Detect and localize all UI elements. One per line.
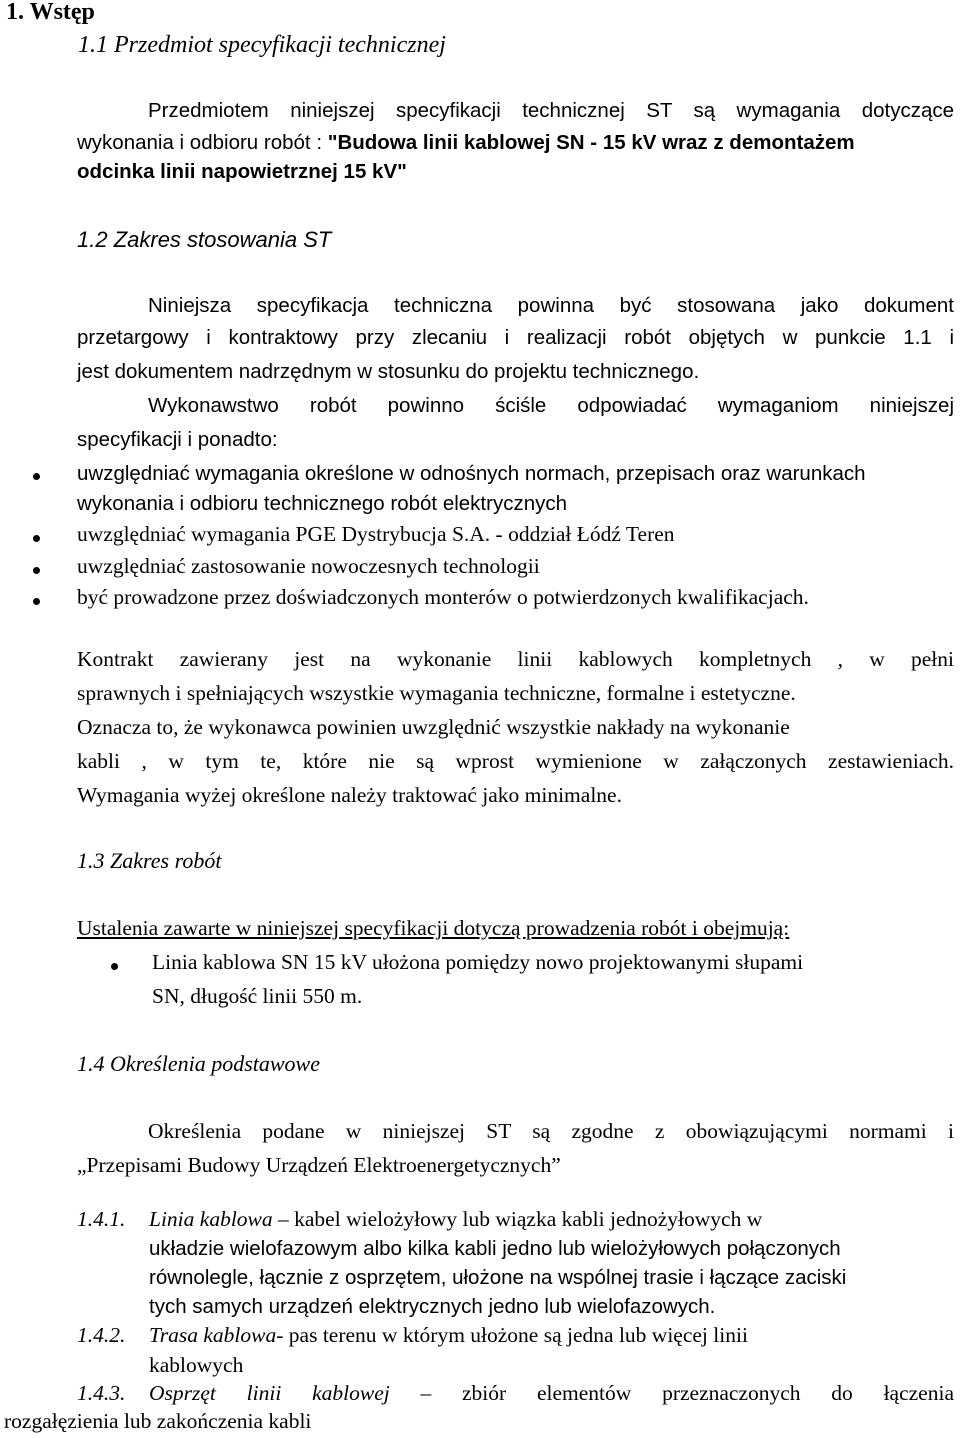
- definition-line: układzie wielofazowym albo kilka kabli jedno lub wielożyłowych połączonych: [149, 1237, 841, 1260]
- heading-1-4: 1.4 Określenia podstawowe: [77, 1051, 320, 1076]
- s2-contract-line: kabli , w tym te, które nie są wprost wymienione w załączonych zestawieniach.: [77, 749, 954, 773]
- definition-line: [149, 1325, 748, 1347]
- definition-line: kablowych: [149, 1353, 244, 1377]
- definition-line: tych samych urządzeń elektrycznych jedno lub wielofazowych.: [149, 1295, 716, 1318]
- heading-1-1: 1.1 Przedmiot specyfikacji technicznej: [78, 32, 446, 58]
- s2-contract-line: sprawnych i spełniających wszystkie wymagania techniczne, formalne i estetyczne.: [77, 681, 796, 705]
- list-item: wykonania i odbioru technicznego robót elektrycznych: [77, 492, 567, 515]
- s1-bold-title: "Budowa linii kablowej SN - 15 kV wraz z demontażem: [327, 131, 855, 154]
- definition-term: Osprzęt linii kablowej: [149, 1381, 390, 1405]
- definition-line: rozgałęzienia lub zakończenia kabli: [4, 1409, 312, 1433]
- s1-paragraph-line: Przedmiotem niniejszej specyfikacji technicznej ST są wymagania dotyczące: [148, 99, 954, 122]
- s2-contract-line: Oznacza to, że wykonawca powinien uwzględnić wszystkie nakłady na wykonanie: [77, 715, 790, 739]
- list-item: uwzględniać wymagania określone w odnośnych normach, przepisach oraz warunkach: [77, 462, 866, 485]
- s2-paragraph-line: jest dokumentem nadrzędnym w stosunku do projektu technicznego.: [77, 360, 700, 383]
- heading-1-3: 1.3 Zakres robót: [77, 848, 222, 873]
- s1-text: wykonania i odbioru robót :: [77, 131, 328, 154]
- s2-paragraph-line: Wykonawstwo robót powinno ściśle odpowiadać wymaganiom niniejszej: [148, 394, 954, 417]
- definition-line: równolegle, łącznie z osprzętem, ułożone na wspólnej trasie i łączące zaciski: [149, 1266, 847, 1289]
- definition-line: [149, 1383, 954, 1405]
- s2-contract-line: Kontrakt zawierany jest na wykonanie linii kablowych kompletnych , w pełni: [77, 647, 954, 671]
- heading-1-2: 1.2 Zakres stosowania ST: [77, 227, 332, 252]
- heading-1: 1. Wstęp: [6, 0, 95, 25]
- s2-paragraph-line: Niniejsza specyfikacja techniczna powinna być stosowana jako dokument: [148, 294, 954, 317]
- bullet-icon: [33, 598, 40, 605]
- list-item: uwzględniać wymagania PGE Dystrybucja S.A. - oddział Łódź Teren: [77, 522, 675, 546]
- s4-paragraph-line: „Przepisami Budowy Urządzeń Elektroenergetycznych”: [77, 1153, 561, 1177]
- s3-paragraph-line: Ustalenia zawarte w niniejszej specyfikacji dotyczą prowadzenia robót i obejmują:: [77, 916, 790, 940]
- list-item: SN, długość linii 550 m.: [152, 984, 363, 1008]
- s2-contract-line: Wymagania wyżej określone należy traktować jako minimalne.: [77, 783, 622, 807]
- s1-paragraph-line: odcinka linii napowietrznej 15 kV": [77, 160, 407, 183]
- list-item: być prowadzone przez doświadczonych monterów o potwierdzonych kwalifikacjach.: [77, 585, 809, 609]
- definition-line: [149, 1209, 762, 1231]
- s1-paragraph-line: [77, 133, 855, 154]
- bullet-icon: [33, 535, 40, 542]
- definition-term: Trasa kablowa: [149, 1323, 277, 1347]
- definition-number: 1.4.1.: [77, 1207, 126, 1231]
- definition-text: - pas terenu w którym ułożone są jedna lub więcej linii: [276, 1323, 748, 1347]
- definition-term: Linia kablowa: [149, 1207, 273, 1231]
- definition-text: – kabel wielożyłowy lub wiązka kabli jednożyłowych w: [272, 1207, 763, 1231]
- definition-text: – zbiór elementów przeznaczonych do łączenia: [389, 1381, 954, 1405]
- s2-paragraph-line: przetargowy i kontraktowy przy zlecaniu i realizacji robót objętych w punkcie 1.1 i: [77, 326, 954, 349]
- bullet-icon: [111, 963, 118, 970]
- bullet-icon: [33, 567, 40, 574]
- definition-number: 1.4.3.: [77, 1381, 126, 1405]
- list-item: Linia kablowa SN 15 kV ułożona pomiędzy nowo projektowanymi słupami: [152, 950, 804, 974]
- bullet-icon: [33, 473, 40, 480]
- list-item: uwzględniać zastosowanie nowoczesnych technologii: [77, 554, 540, 578]
- definition-number: 1.4.2.: [77, 1323, 126, 1347]
- s2-paragraph-line: specyfikacji i ponadto:: [77, 428, 278, 451]
- s4-paragraph-line: Określenia podane w niniejszej ST są zgodne z obowiązującymi normami i: [148, 1119, 954, 1143]
